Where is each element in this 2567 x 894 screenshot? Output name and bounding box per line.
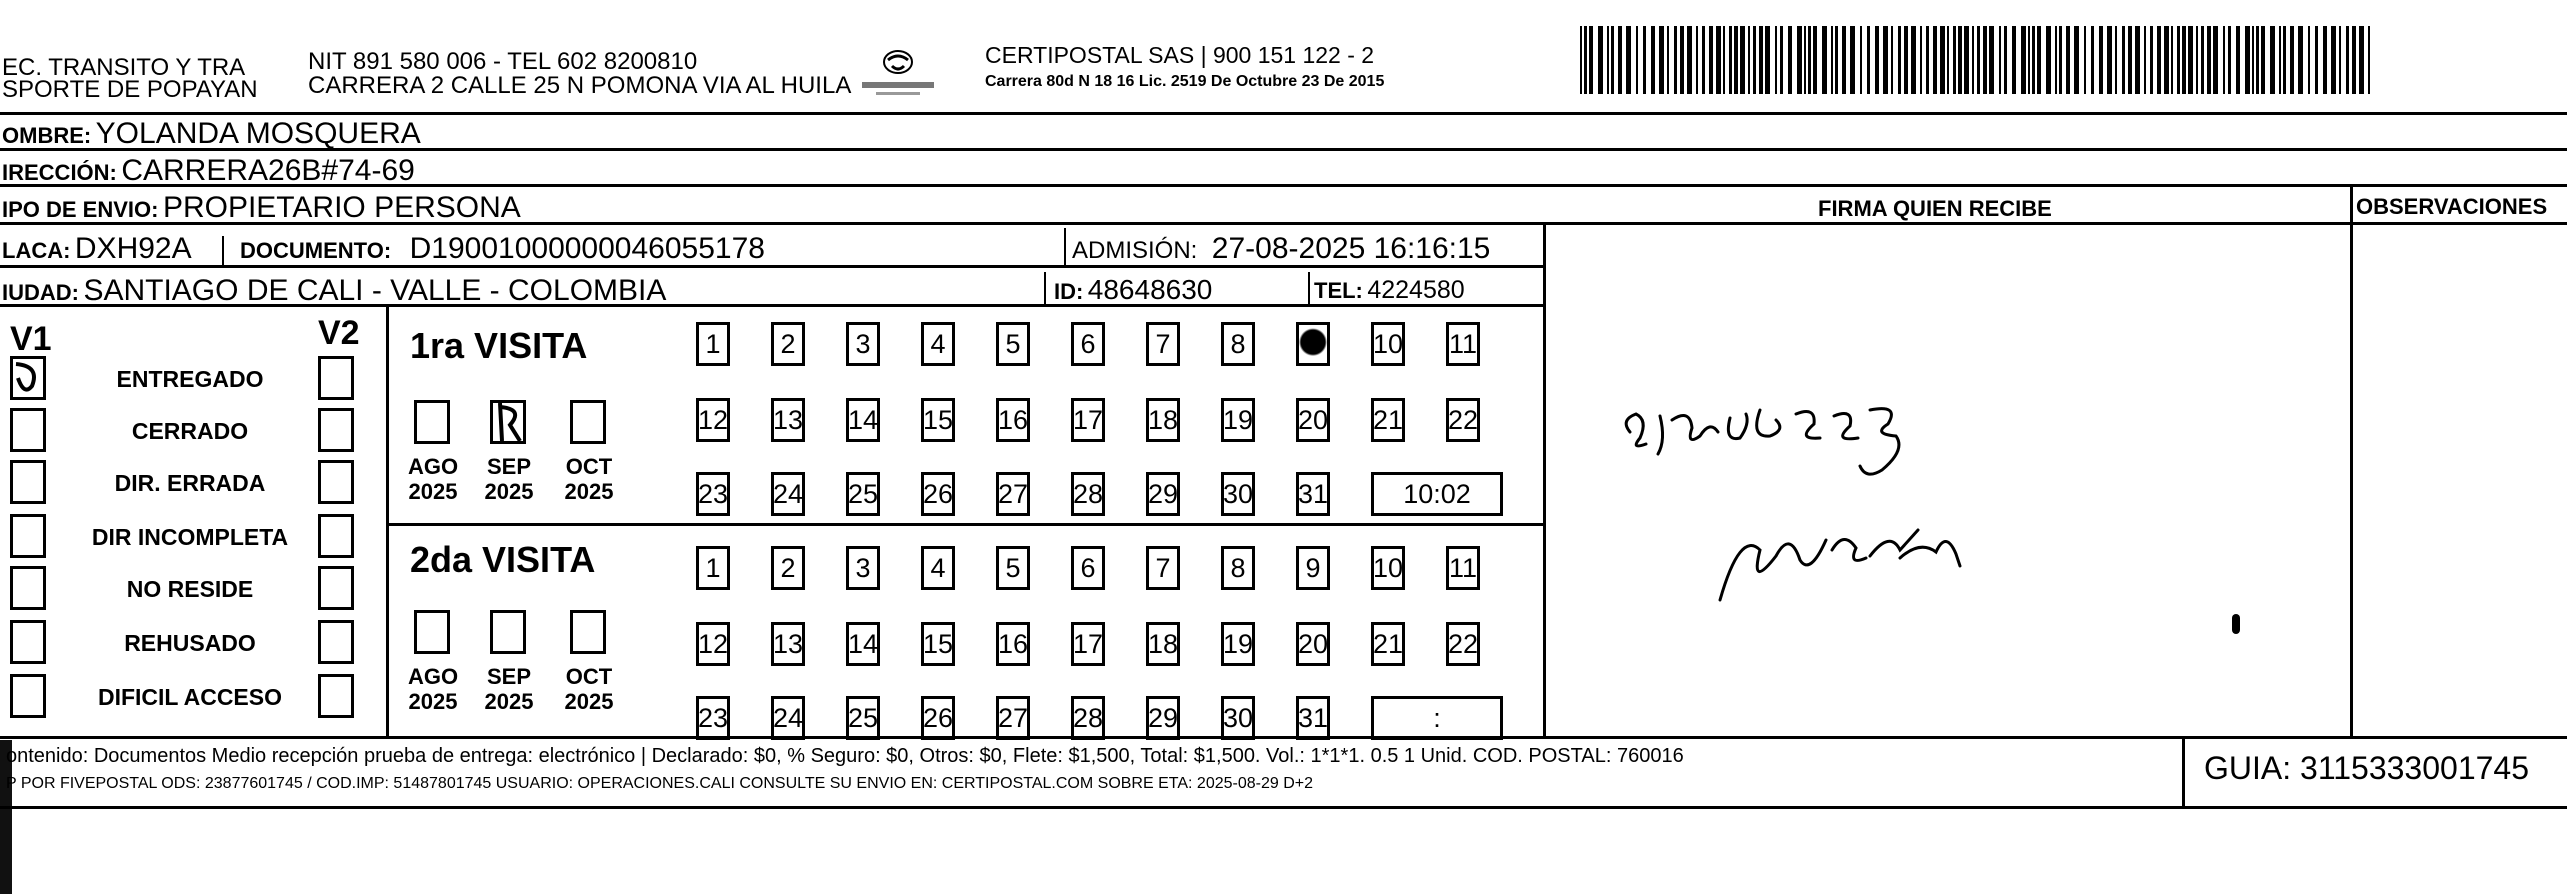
month-checkbox[interactable] [414, 400, 450, 444]
rule [1308, 272, 1310, 304]
barcode-bar [1964, 26, 1969, 94]
day-box[interactable]: 22 [1446, 622, 1480, 666]
day-box[interactable]: 24 [771, 696, 805, 740]
barcode-bar [1920, 26, 1922, 94]
barcode-bar [1667, 26, 1669, 94]
day-box[interactable]: 18 [1146, 622, 1180, 666]
tipo-value: PROPIETARIO PERSONA [162, 191, 521, 224]
barcode-bar [2236, 26, 2240, 94]
day-box[interactable]: 20 [1296, 622, 1330, 666]
barcode-bar [2150, 26, 2153, 94]
day-box[interactable]: 1 [696, 546, 730, 590]
visit-time-field[interactable]: : [1371, 696, 1503, 740]
firma-header: FIRMA QUIEN RECIBE [1818, 196, 2052, 221]
day-box[interactable]: 27 [996, 472, 1030, 516]
month-year: 2025 [484, 689, 534, 714]
barcode-bar [1999, 26, 2001, 94]
day-box[interactable]: 11 [1446, 322, 1480, 366]
address-line: CARRERA 2 CALLE 25 N POMONA VIA AL HUILA [308, 72, 852, 99]
barcode-bar [2283, 26, 2286, 94]
rule [0, 265, 1543, 268]
barcode-bar [2261, 26, 2265, 94]
barcode-bar [2032, 26, 2035, 94]
barcode-bar [1611, 26, 1614, 94]
month-checkbox[interactable] [570, 400, 606, 444]
month-year: 2025 [564, 479, 614, 504]
month-name: SEP [486, 454, 532, 479]
barcode-bar [1904, 26, 1908, 94]
placa-label: LACA: [2, 238, 71, 263]
barcode-bar [1850, 26, 1855, 94]
rule [222, 236, 224, 266]
check-mark-icon [490, 397, 530, 447]
day-box[interactable]: 21 [1371, 398, 1405, 442]
day-box[interactable]: 30 [1221, 472, 1255, 516]
day-box[interactable]: 4 [921, 322, 955, 366]
carrier-logo-icon [858, 44, 938, 100]
guia-number: GUIA: 3115333001745 [2204, 750, 2529, 786]
status-label: CERRADO [131, 418, 249, 444]
day-box[interactable]: 17 [1071, 398, 1105, 442]
barcode-bar [1813, 26, 1817, 94]
barcode-bar [2021, 26, 2026, 94]
barcode-bar [1584, 26, 1587, 94]
day-box[interactable]: 1 [696, 322, 730, 366]
day-box[interactable]: 14 [846, 398, 880, 442]
barcode-bar [2037, 26, 2041, 94]
direccion-field [2, 156, 415, 186]
barcode-bar [2213, 26, 2218, 94]
barcode-bar [2046, 26, 2051, 94]
barcode-bar [1723, 26, 1725, 94]
ciudad-label: IUDAD: [2, 280, 79, 305]
barcode-bar [2256, 26, 2259, 94]
barcode-bar [1780, 26, 1783, 94]
nombre-value: YOLANDA MOSQUERA [95, 117, 421, 150]
direccion-label: IRECCIÓN: [2, 160, 117, 185]
day-box[interactable]: 21 [1371, 622, 1405, 666]
day-box[interactable]: 26 [921, 472, 955, 516]
barcode-bar [2279, 26, 2281, 94]
documento-value: D19001000000046055178 [409, 232, 765, 265]
month-label [554, 664, 624, 714]
month-checkbox[interactable] [570, 610, 606, 654]
day-box[interactable]: 13 [771, 398, 805, 442]
day-box[interactable]: 3 [846, 322, 880, 366]
recipient-signature [1600, 380, 2120, 640]
barcode-bar [1891, 26, 1893, 94]
month-checkbox[interactable] [414, 610, 450, 654]
contenido-line: ontenido: Documentos Medio recepción prueba de entrega: electrónico | Declarado: $0, % Seguro: $0, Otros: $0, Flete: $1,500, Total: $1,500. Vol.: 1*1*1. 0.5 1 Unid. COD. POSTAL: 760016 [6, 745, 1684, 767]
month-label [474, 664, 544, 714]
rule [1064, 228, 1066, 266]
barcode-bar [1831, 26, 1833, 94]
status-label: ENTREGADO [116, 366, 264, 392]
rule [2350, 184, 2353, 736]
v2-status-checkbox[interactable] [318, 566, 354, 610]
barcode-bar [1953, 26, 1956, 94]
day-box[interactable]: 24 [771, 472, 805, 516]
day-box[interactable]: 20 [1296, 398, 1330, 442]
rule [386, 523, 1543, 526]
barcode-bar [2323, 26, 2327, 94]
day-box[interactable]: 12 [696, 622, 730, 666]
barcode-bar [2004, 26, 2007, 94]
placa-field [2, 234, 192, 264]
month-year: 2025 [564, 689, 614, 714]
day-box[interactable]: 19 [1221, 622, 1255, 666]
day-box[interactable]: 17 [1071, 622, 1105, 666]
barcode-bar [2298, 26, 2303, 94]
rule [1543, 222, 2567, 225]
v2-status-checkbox[interactable] [318, 408, 354, 452]
barcode-bar [2144, 26, 2146, 94]
rule [0, 806, 2567, 809]
barcode-bar [2074, 26, 2079, 94]
carrier-line: CERTIPOSTAL SAS | 900 151 122 - 2 [985, 42, 1375, 68]
day-box[interactable]: 23 [696, 472, 730, 516]
barcode-bar [1740, 26, 1745, 94]
day-box[interactable]: 4 [921, 546, 955, 590]
barcode-bar [1729, 26, 1732, 94]
barcode-bar [1797, 26, 1802, 94]
barcode-bar [1983, 26, 1987, 94]
barcode-bar [1822, 26, 1827, 94]
barcode-bar [2196, 26, 2198, 94]
barcode-bar [1947, 26, 1949, 94]
day-box[interactable]: 10 [1371, 322, 1405, 366]
rule [386, 304, 389, 736]
day-box[interactable]: 5 [996, 322, 1030, 366]
rule [1543, 222, 1546, 736]
barcode-bar [1734, 26, 1738, 94]
barcode-bar [2164, 26, 2169, 94]
barcode-bar [1842, 26, 1846, 94]
day-box[interactable]: 15 [921, 398, 955, 442]
barcode-bar [1977, 26, 1980, 94]
barcode-bar [2171, 26, 2173, 94]
month-label [474, 454, 544, 504]
admision-label: ADMISIÓN: [1072, 237, 1198, 264]
barcode [1580, 26, 2380, 94]
barcode-bar [1716, 26, 1721, 94]
barcode-bar [1709, 26, 1713, 94]
admision-field [1072, 234, 1490, 264]
day-box[interactable]: 26 [921, 696, 955, 740]
day-box[interactable]: 31 [1296, 472, 1330, 516]
day-box[interactable]: 6 [1071, 546, 1105, 590]
day-box[interactable]: 30 [1221, 696, 1255, 740]
first-visit-title: 1ra VISITA [410, 325, 588, 366]
barcode-bar [2290, 26, 2294, 94]
barcode-bar [2201, 26, 2204, 94]
carrier-sub-line: Carrera 80d N 18 16 Lic. 2519 De Octubre 23 De 2015 [985, 73, 1385, 90]
day-box[interactable]: 23 [696, 696, 730, 740]
issuer-line-1: EC. TRANSITO Y TRA [2, 54, 246, 81]
id-field [1054, 276, 1212, 304]
barcode-bar [1958, 26, 1962, 94]
day-box[interactable] [1296, 322, 1330, 366]
month-label [554, 454, 624, 504]
barcode-bar [2331, 26, 2336, 94]
day-box[interactable]: 2 [771, 322, 805, 366]
ciudad-field [2, 276, 666, 306]
barcode-bar [1626, 26, 1631, 94]
status-label: DIR. ERRADA [114, 470, 266, 496]
nombre-label: OMBRE: [2, 123, 92, 148]
barcode-bar [1580, 26, 1582, 94]
day-box[interactable]: 19 [1221, 398, 1255, 442]
barcode-bar [1989, 26, 1994, 94]
nit-line: NIT 891 580 006 - TEL 602 8200810 [308, 48, 698, 75]
placa-value: DXH92A [74, 232, 192, 265]
status-label: DIR INCOMPLETA [91, 524, 289, 550]
day-box[interactable]: 12 [696, 398, 730, 442]
day-box[interactable]: 15 [921, 622, 955, 666]
barcode-bar [2012, 26, 2016, 94]
ciudad-value: SANTIAGO DE CALI - VALLE - COLOMBIA [83, 274, 667, 307]
barcode-bar [1687, 26, 1692, 94]
barcode-bar [1618, 26, 1622, 94]
admision-value: 27-08-2025 16:16:15 [1211, 232, 1491, 265]
day-box[interactable]: 7 [1146, 322, 1180, 366]
rule [2182, 736, 2185, 806]
day-box[interactable]: 7 [1146, 546, 1180, 590]
imp-line: P POR FIVEPOSTAL ODS: 23877601745 / COD.IMP: 51487801745 USUARIO: OPERACIONES.CALI CONSULTE SU ENVIO EN: CERTIPOSTAL.COM SOBRE ETA: 2025-08-29 D+2 [6, 775, 1314, 792]
barcode-bar [1788, 26, 1792, 94]
status-label: DIFICIL ACCESO [97, 684, 282, 710]
barcode-bar [1598, 26, 1603, 94]
day-box[interactable]: 22 [1446, 398, 1480, 442]
barcode-bar [2188, 26, 2193, 94]
barcode-bar [1674, 26, 1677, 94]
barcode-bar [2084, 26, 2086, 94]
barcode-bar [2359, 26, 2364, 94]
v1-header: V1 [10, 320, 52, 358]
barcode-bar [1867, 26, 1870, 94]
barcode-bar [1680, 26, 1684, 94]
barcode-bar [2177, 26, 2180, 94]
barcode-bar [2352, 26, 2356, 94]
day-box[interactable]: 29 [1146, 696, 1180, 740]
status-label: REHUSADO [124, 630, 256, 656]
barcode-bar [1926, 26, 1929, 94]
barcode-bar [1835, 26, 1838, 94]
barcode-bar [1804, 26, 1806, 94]
month-label [398, 454, 468, 504]
barcode-bar [1759, 26, 1763, 94]
rule [1044, 272, 1046, 304]
barcode-bar [1696, 26, 1698, 94]
barcode-bar [2308, 26, 2310, 94]
barcode-bar [1875, 26, 1879, 94]
barcode-bar [2122, 26, 2125, 94]
barcode-bar [2368, 26, 2370, 94]
observaciones-header: OBSERVACIONES [2356, 194, 2548, 219]
barcode-bar [1883, 26, 1888, 94]
barcode-bar [1636, 26, 1638, 94]
v2-status-checkbox[interactable] [318, 620, 354, 664]
month-year: 2025 [408, 689, 458, 714]
day-box[interactable]: 6 [1071, 322, 1105, 366]
tipo-label: IPO DE ENVIO: [2, 197, 159, 222]
barcode-bar [2107, 26, 2112, 94]
id-value: 48648630 [1087, 274, 1213, 305]
v2-header: V2 [318, 314, 360, 352]
barcode-bar [2028, 26, 2030, 94]
day-box[interactable]: 8 [1221, 322, 1255, 366]
tipo-field [2, 193, 521, 223]
barcode-bar [1860, 26, 1862, 94]
day-box[interactable]: 28 [1071, 696, 1105, 740]
barcode-bar [2339, 26, 2341, 94]
day-box[interactable]: 9 [1296, 546, 1330, 590]
barcode-bar [2346, 26, 2349, 94]
barcode-bar [2055, 26, 2057, 94]
day-box[interactable]: 29 [1146, 472, 1180, 516]
month-name: OCT [565, 664, 613, 689]
month-checkbox[interactable] [490, 400, 526, 444]
direccion-value: CARRERA26B#74-69 [121, 154, 415, 187]
day-box[interactable]: 16 [996, 398, 1030, 442]
second-visit-title: 2da VISITA [410, 539, 596, 580]
barcode-bar [1748, 26, 1750, 94]
day-box[interactable]: 16 [996, 622, 1030, 666]
barcode-bar [1607, 26, 1609, 94]
barcode-bar [1940, 26, 1945, 94]
day-box[interactable]: 25 [846, 472, 880, 516]
issuer-line-2: SPORTE DE POPAYAN [2, 76, 258, 103]
barcode-bar [1898, 26, 1901, 94]
v2-status-checkbox[interactable] [318, 460, 354, 504]
documento-label: DOCUMENTO: [240, 238, 392, 263]
barcode-bar [2128, 26, 2132, 94]
month-name: OCT [565, 454, 613, 479]
day-box[interactable]: 31 [1296, 696, 1330, 740]
barcode-bar [2207, 26, 2211, 94]
barcode-bar [1589, 26, 1593, 94]
day-box[interactable]: 28 [1071, 472, 1105, 516]
month-label [398, 664, 468, 714]
day-box[interactable]: 27 [996, 696, 1030, 740]
barcode-bar [1775, 26, 1777, 94]
barcode-bar [1933, 26, 1937, 94]
id-label: ID: [1054, 279, 1084, 304]
barcode-bar [2135, 26, 2140, 94]
barcode-bar [2245, 26, 2250, 94]
day-box[interactable]: 5 [996, 546, 1030, 590]
barcode-bar [1643, 26, 1646, 94]
barcode-bar [1808, 26, 1811, 94]
barcode-bar [2228, 26, 2231, 94]
barcode-bar [2066, 26, 2070, 94]
day-box[interactable]: 3 [846, 546, 880, 590]
day-box[interactable]: 25 [846, 696, 880, 740]
v2-status-checkbox[interactable] [318, 514, 354, 558]
barcode-bar [2252, 26, 2254, 94]
tel-field [1314, 278, 1465, 303]
barcode-bar [2157, 26, 2161, 94]
barcode-bar [2099, 26, 2103, 94]
barcode-bar [2059, 26, 2062, 94]
ink-dot [2232, 614, 2240, 634]
rule [0, 112, 2567, 115]
barcode-bar [1765, 26, 1770, 94]
nombre-field [2, 119, 421, 149]
status-label: NO RESIDE [126, 576, 254, 602]
barcode-bar [2315, 26, 2318, 94]
v2-status-checkbox[interactable] [318, 674, 354, 718]
barcode-bar [2115, 26, 2117, 94]
month-year: 2025 [484, 479, 534, 504]
month-name: SEP [486, 664, 532, 689]
barcode-bar [1911, 26, 1916, 94]
month-checkbox[interactable] [490, 610, 526, 654]
barcode-bar [2270, 26, 2275, 94]
tel-value: 4224580 [1367, 276, 1465, 304]
month-year: 2025 [408, 479, 458, 504]
day-box[interactable]: 8 [1221, 546, 1255, 590]
barcode-bar [1651, 26, 1655, 94]
barcode-bar [1659, 26, 1664, 94]
day-box[interactable]: 13 [771, 622, 805, 666]
visit-time-field[interactable]: 10:02 [1371, 472, 1503, 516]
barcode-bar [1702, 26, 1705, 94]
day-box[interactable]: 18 [1146, 398, 1180, 442]
documento-field [240, 234, 765, 264]
day-box[interactable]: 2 [771, 546, 805, 590]
month-name: AGO [407, 454, 459, 479]
day-box[interactable]: 14 [846, 622, 880, 666]
barcode-bar [1972, 26, 1974, 94]
barcode-bar [2091, 26, 2094, 94]
barcode-bar [1753, 26, 1756, 94]
day-box[interactable]: 11 [1446, 546, 1480, 590]
tel-label: TEL: [1314, 278, 1363, 303]
day-box[interactable]: 10 [1371, 546, 1405, 590]
barcode-bar [2182, 26, 2186, 94]
month-name: AGO [407, 664, 459, 689]
v2-status-checkbox[interactable] [318, 356, 354, 400]
barcode-bar [2223, 26, 2225, 94]
